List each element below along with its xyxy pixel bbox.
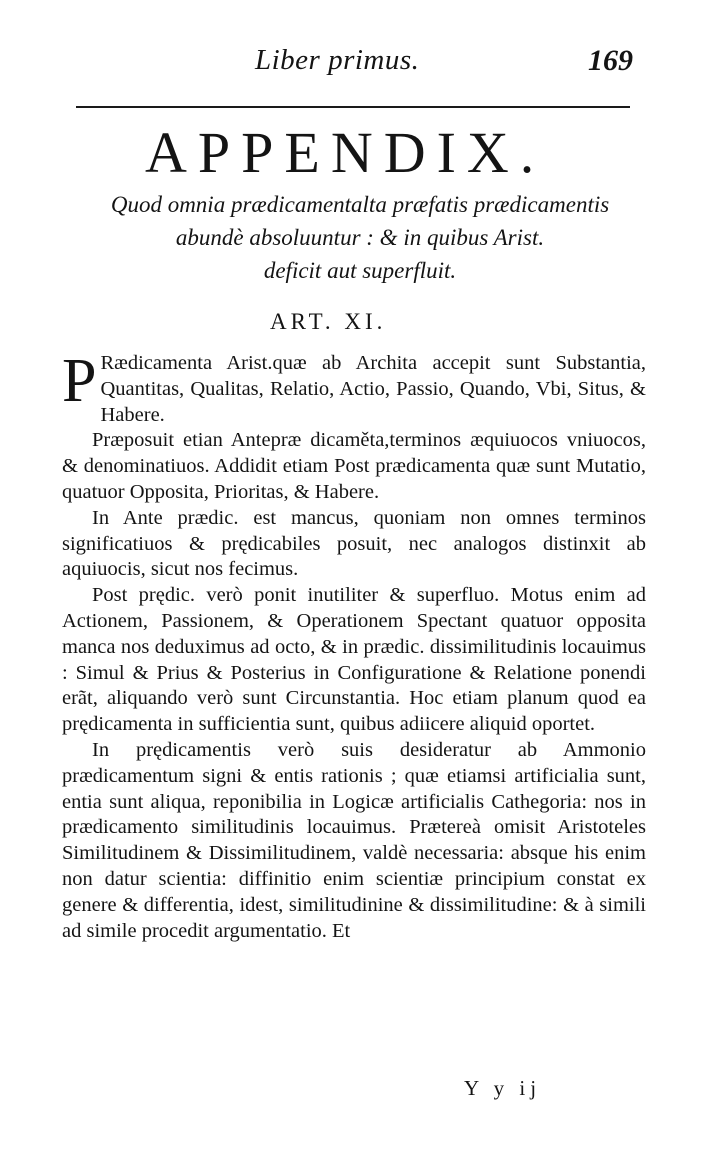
paragraph-2: Præposuit etian Antepræ dicaměta,terminos æquiuocos vniuocos, & denominatiuos. Addidit etiam Post prædicamenta quæ sunt Mutatio, quatuor Opposita, Prioritas, & Habere.	[62, 429, 646, 503]
subtitle-line-1: Quod omnia prædicamentalta præfatis prædicamentis	[110, 192, 610, 217]
body-text	[62, 347, 646, 944]
paragraph-1	[62, 347, 646, 428]
subtitle-line-2: abundè absoluuntur : & in quibus Arist.	[175, 225, 545, 250]
section-subtitle	[60, 188, 660, 287]
page-number: 169	[588, 44, 633, 77]
drop-cap: P	[62, 347, 97, 415]
signature-mark: Y y ij	[464, 1076, 542, 1100]
paragraph-3: In Ante prædic. est mancus, quoniam non omnes terminos significatiuos & prędicabiles posuit, nec analogos distinxit ab aquiuocis, sicut nos fecimus.	[62, 506, 646, 581]
section-title: APPENDIX.	[145, 120, 546, 185]
paragraph-5: In prędicamentis verò suis desideratur ab Ammonio prædicamentum signi & entis rationis ; quæ etiamsi artificialia sunt, entia sunt aliqua, reponibilia in Logicæ artificialis Cathegoria: nos in prædicamento similitudinis locauimus. Prætereà omisit Aristoteles Similitudinem & Dissimilitudinem, valdè necessaria: absque his enim non datur scientia: diffinitio enim scientiæ principium constat ex genere & differentia, idest, similitudinine & dissimilitudine: & à simili ad simile procedit argumentatio. Et	[62, 738, 646, 942]
running-title: Liber primus.	[255, 44, 420, 76]
running-head	[0, 40, 701, 80]
subtitle-line-3: deficit aut superfluit.	[263, 258, 457, 283]
header-rule	[76, 106, 630, 108]
paragraph-1-text: Rædicamenta Arist.quæ ab Archita accepit sunt Substantia, Quantitas, Qualitas, Relatio, Actio, Passio, Quando, Vbi, Situs, & Habere.	[100, 352, 646, 426]
paragraph-4: Post prędic. verò ponit inutiliter & superfluo. Motus enim ad Actionem, Passionem, & Operationem Spectant quatuor opposita manca nos deduximus ad octo, & in prædic. dissimilitudinis locauimus : Simul & Prius & Posterius in Configuratione & Relatione ponendi erãt, aliquando verò sunt Circunstantia. Hoc etiam planum quod ea prędicamenta in sufficientia sunt, quibus adiicere aliquid oportet.	[62, 584, 646, 736]
article-heading: ART. XI.	[270, 309, 387, 334]
